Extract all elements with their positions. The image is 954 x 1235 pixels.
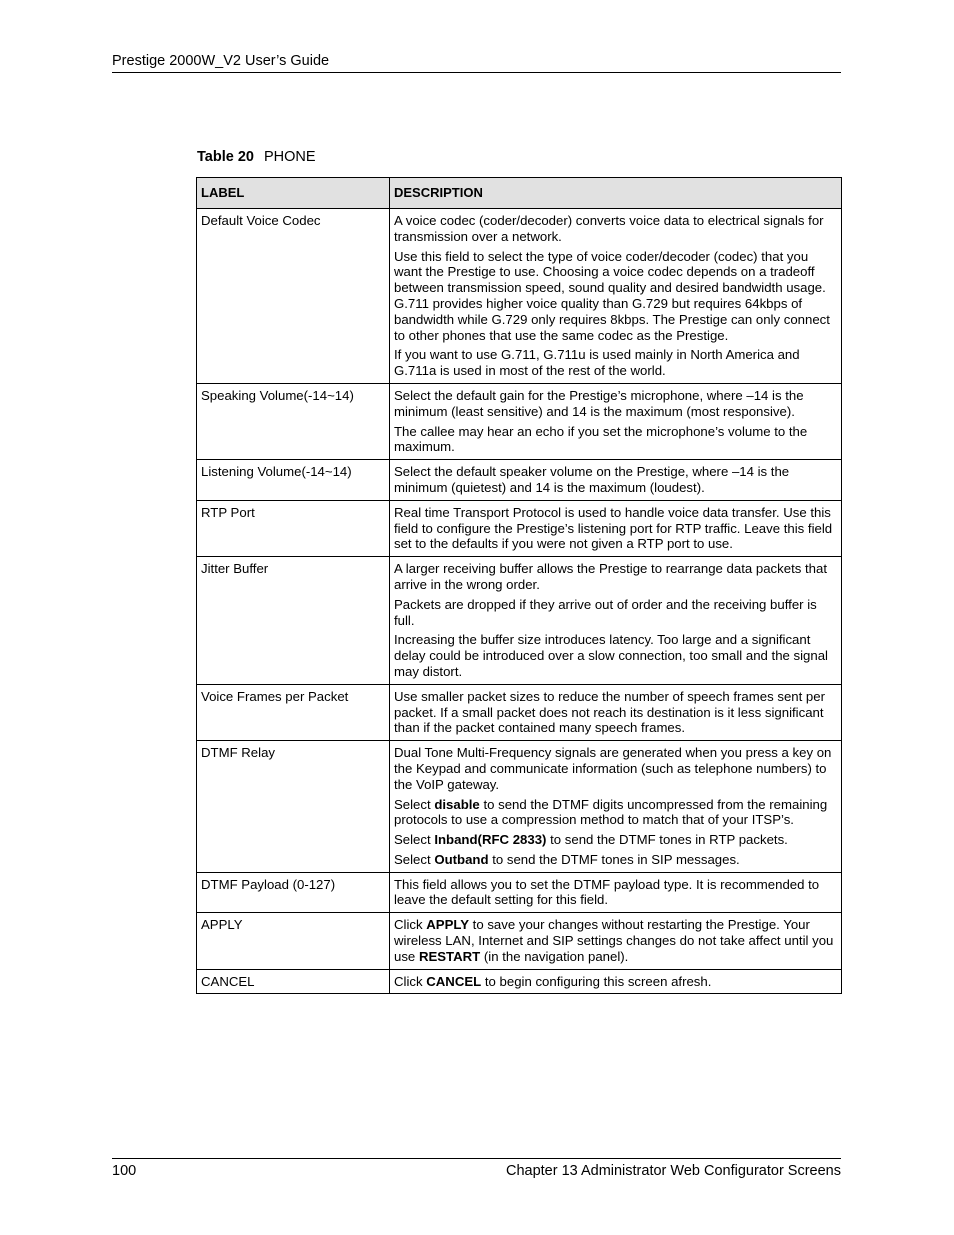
description-text: Select <box>394 796 435 812</box>
table-row <box>197 460 842 501</box>
row-label: CANCEL <box>197 969 390 994</box>
description-paragraph <box>394 347 836 379</box>
description-text: Use smaller packet sizes to reduce the number of speech frames sent per packet. If a small packet does not reach its destination is it less significant than if the packet contained many speech frames. <box>394 688 825 736</box>
table-header-row <box>197 178 842 209</box>
description-paragraph <box>394 852 836 868</box>
description-paragraph <box>394 877 836 909</box>
row-label: Default Voice Codec <box>197 209 390 384</box>
description-paragraph <box>394 745 836 792</box>
row-description <box>390 684 842 740</box>
description-text: Click <box>394 917 427 933</box>
bold-term: disable <box>434 796 480 812</box>
description-text: (in the navigation panel). <box>480 948 629 964</box>
table-row <box>197 872 842 913</box>
bold-term: Inband(RFC 2833) <box>434 832 547 848</box>
description-text: Select <box>394 851 435 867</box>
description-paragraph <box>394 632 836 679</box>
table-row <box>197 684 842 740</box>
column-header-label: LABEL <box>197 178 390 209</box>
description-text: Increasing the buffer size introduces latency. Too large and a significant delay could be introduced over a slow connection, too small and the signal may distort. <box>394 632 828 679</box>
bold-term: RESTART <box>418 948 481 964</box>
row-label: RTP Port <box>197 500 390 556</box>
table-row <box>197 209 842 384</box>
description-paragraph <box>394 917 836 964</box>
row-label: Voice Frames per Packet <box>197 684 390 740</box>
row-description <box>390 741 842 873</box>
row-description <box>390 383 842 459</box>
description-paragraph <box>394 797 836 829</box>
description-paragraph <box>394 597 836 629</box>
description-text: to begin configuring this screen afresh. <box>481 973 712 989</box>
bold-term: APPLY <box>426 917 470 933</box>
description-paragraph <box>394 974 836 990</box>
row-label: DTMF Relay <box>197 741 390 873</box>
table-row <box>197 741 842 873</box>
row-description <box>390 913 842 969</box>
table-title: PHONE <box>263 149 316 165</box>
description-paragraph <box>394 213 836 245</box>
page-footer <box>112 1158 841 1179</box>
chapter-title: Chapter 13 Administrator Web Configurator Screens <box>505 1163 841 1179</box>
description-paragraph <box>394 424 836 456</box>
description-paragraph <box>394 689 836 736</box>
document-title: Prestige 2000W_V2 User’s Guide <box>112 53 330 69</box>
description-paragraph <box>394 561 836 593</box>
table-body <box>197 209 842 994</box>
description-text: Select <box>394 832 435 848</box>
table-number: Table 20 <box>197 149 254 165</box>
description-paragraph <box>394 249 836 344</box>
table-row <box>197 913 842 969</box>
description-text: to send the DTMF tones in SIP messages. <box>488 851 740 867</box>
row-label: Speaking Volume(-14~14) <box>197 383 390 459</box>
description-text: Select the default speaker volume on the Prestige, where –14 is the minimum (quietest) and 14 is the maximum (loudest). <box>394 464 790 495</box>
bold-term: CANCEL <box>426 973 482 989</box>
page-header <box>112 52 841 73</box>
description-text: Select the default gain for the Prestige’s microphone, where –14 is the minimum (least sensitive) and 14 is the maximum (most responsive). <box>394 387 804 419</box>
description-paragraph <box>394 464 836 496</box>
description-text: Use this field to select the type of voice coder/decoder (codec) that you want the Prestige to use. Choosing a voice codec depends on a tradeoff between transmission speed, sound quality and desired bandwidth usage. G.711 provides higher voice quality than G.729 but requires 64kbps of bandwidth while G.729 only requires 8kbps. The Prestige can only connect to other phones that use the same codec as the Prestige. <box>394 248 830 343</box>
row-label: Jitter Buffer <box>197 557 390 685</box>
row-description <box>390 500 842 556</box>
row-label: Listening Volume(-14~14) <box>197 460 390 501</box>
table-row <box>197 557 842 685</box>
bold-term: Outband <box>434 851 489 867</box>
row-description <box>390 209 842 384</box>
table-caption <box>197 149 316 165</box>
page-number: 100 <box>112 1163 137 1179</box>
phone-table <box>196 177 842 994</box>
table-row <box>197 969 842 994</box>
row-description <box>390 460 842 501</box>
row-description <box>390 969 842 994</box>
description-text: Dual Tone Multi-Frequency signals are generated when you press a key on the Keypad and communicate information (such as telephone numbers) to the VoIP gateway. <box>394 745 832 792</box>
description-paragraph <box>394 388 836 420</box>
row-description <box>390 557 842 685</box>
description-text: to send the DTMF digits uncompressed from the remaining protocols to use a compression method to match that of your ITSP’s. <box>394 796 828 828</box>
description-text: to send the DTMF tones in RTP packets. <box>546 832 788 848</box>
column-header-description: DESCRIPTION <box>390 178 842 209</box>
description-text: to save your changes without restarting the Prestige. Your wireless LAN, Internet and SIP settings changes do not take affect until you use <box>394 917 834 964</box>
table-row <box>197 500 842 556</box>
description-text: Packets are dropped if they arrive out of order and the receiving buffer is full. <box>394 596 817 628</box>
description-paragraph <box>394 505 836 552</box>
description-text: Real time Transport Protocol is used to handle voice data transfer. Use this field to configure the Prestige’s listening port for RTP traffic. Leave this field set to the defaults if you were not given a RTP port to use. <box>394 504 833 552</box>
row-label: DTMF Payload (0-127) <box>197 872 390 913</box>
description-text: This field allows you to set the DTMF payload type. It is recommended to leave the default setting for this field. <box>394 876 820 908</box>
description-text: A larger receiving buffer allows the Prestige to rearrange data packets that arrive in the wrong order. <box>394 561 827 592</box>
description-text: A voice codec (coder/decoder) converts voice data to electrical signals for transmission over a network. <box>394 213 824 244</box>
row-label: APPLY <box>197 913 390 969</box>
description-paragraph <box>394 832 836 848</box>
row-description <box>390 872 842 913</box>
table-row <box>197 383 842 459</box>
description-text: The callee may hear an echo if you set the microphone’s volume to the maximum. <box>394 423 808 455</box>
description-text: If you want to use G.711, G.711u is used mainly in North America and G.711a is used in most of the rest of the world. <box>394 347 800 379</box>
description-text: Click <box>394 973 427 989</box>
